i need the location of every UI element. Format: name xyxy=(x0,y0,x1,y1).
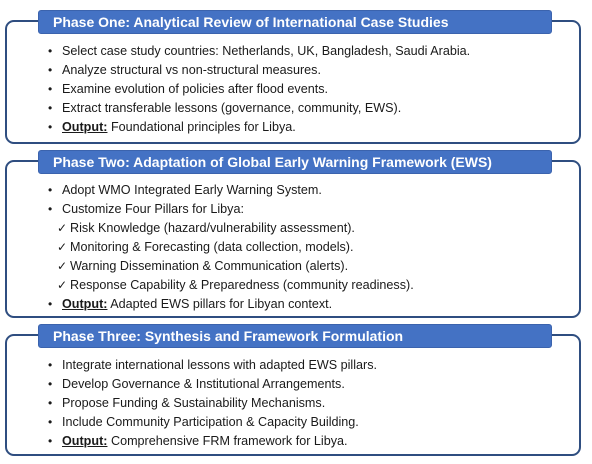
check-icon: ✓ xyxy=(57,259,68,273)
bullet-icon: • xyxy=(48,434,53,448)
bullet-icon: • xyxy=(48,82,53,96)
output-item xyxy=(48,295,414,314)
phase-one-title: Phase One: Analytical Review of International Case Studies xyxy=(53,14,449,30)
bullet-icon: • xyxy=(48,297,53,311)
bullet-icon: • xyxy=(48,44,53,58)
bullet-icon: • xyxy=(48,358,53,372)
output-text: Comprehensive FRM framework for Libya. xyxy=(107,434,348,448)
check-icon: ✓ xyxy=(57,221,68,235)
list-item: • Select case study countries: Netherlands, UK, Bangladesh, Saudi Arabia. xyxy=(48,42,470,61)
list-item: • Develop Governance & Institutional Arrangements. xyxy=(48,375,377,394)
output-item xyxy=(48,432,377,451)
list-item: • Customize Four Pillars for Libya: xyxy=(48,200,414,219)
phase-three-list xyxy=(48,356,377,451)
pillar-item: ✓ Warning Dissemination & Communication (alerts). xyxy=(57,257,414,276)
phase-two-list xyxy=(48,181,414,314)
list-item: • Extract transferable lessons (governance, community, EWS). xyxy=(48,99,470,118)
pillar-item: ✓ Risk Knowledge (hazard/vulnerability assessment). xyxy=(57,219,414,238)
bullet-icon: • xyxy=(48,101,53,115)
output-item xyxy=(48,118,470,137)
list-item: • Analyze structural vs non-structural measures. xyxy=(48,61,470,80)
phase-two-header xyxy=(38,150,552,174)
list-item: • Include Community Participation & Capacity Building. xyxy=(48,413,377,432)
bullet-icon: • xyxy=(48,415,53,429)
phase-three-title: Phase Three: Synthesis and Framework Formulation xyxy=(53,328,404,344)
list-item: • Propose Funding & Sustainability Mechanisms. xyxy=(48,394,377,413)
phase-one-header xyxy=(38,10,552,34)
bullet-icon: • xyxy=(48,396,53,410)
check-icon: ✓ xyxy=(57,240,68,254)
phase-three-header xyxy=(38,324,552,348)
phase-two-title: Phase Two: Adaptation of Global Early Warning Framework (EWS) xyxy=(53,154,492,170)
pillar-item: ✓ Response Capability & Preparedness (community readiness). xyxy=(57,276,414,295)
output-label: Output: xyxy=(62,297,108,311)
bullet-icon: • xyxy=(48,63,53,77)
list-item: • Examine evolution of policies after flood events. xyxy=(48,80,470,99)
bullet-icon: • xyxy=(48,202,53,216)
output-text: Foundational principles for Libya. xyxy=(107,120,296,134)
phase-one-list xyxy=(48,42,470,137)
output-label: Output: xyxy=(62,434,108,448)
check-icon: ✓ xyxy=(57,278,68,292)
pillar-item: ✓ Monitoring & Forecasting (data collection, models). xyxy=(57,238,414,257)
list-item: • Adopt WMO Integrated Early Warning System. xyxy=(48,181,414,200)
list-item: • Integrate international lessons with adapted EWS pillars. xyxy=(48,356,377,375)
output-text: Adapted EWS pillars for Libyan context. xyxy=(107,297,333,311)
bullet-icon: • xyxy=(48,183,53,197)
bullet-icon: • xyxy=(48,120,53,134)
output-label: Output: xyxy=(62,120,108,134)
bullet-icon: • xyxy=(48,377,53,391)
